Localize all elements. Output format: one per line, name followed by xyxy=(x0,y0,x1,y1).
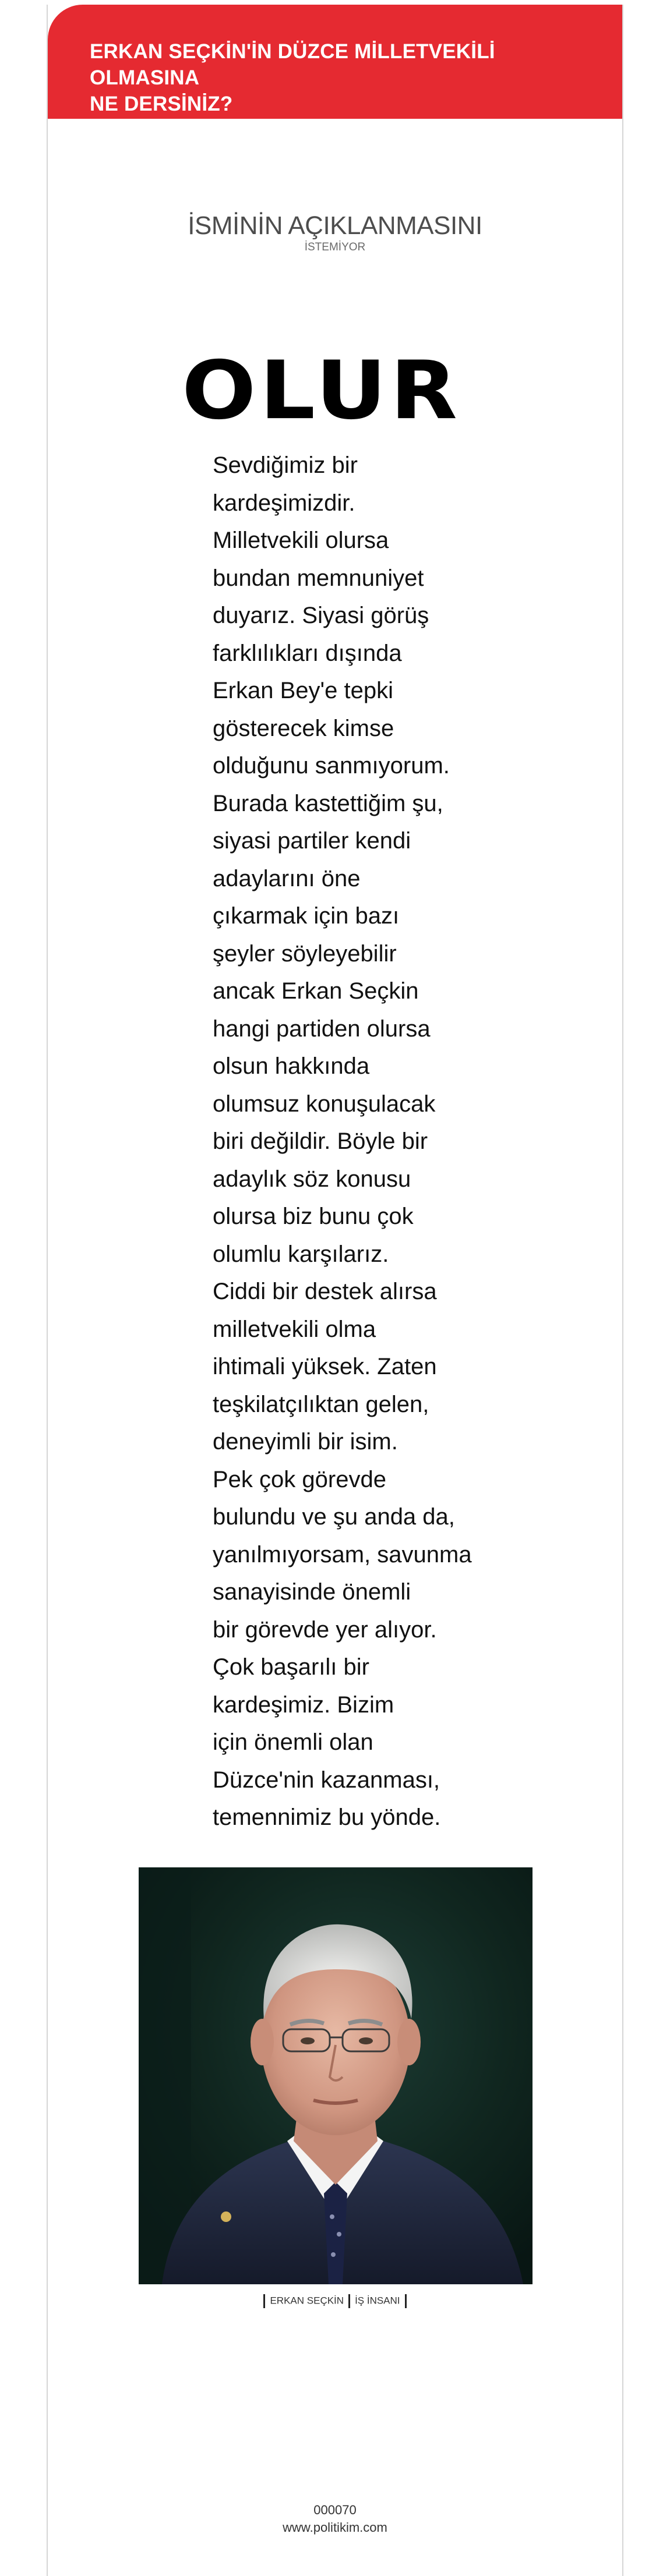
body-line: bundan memnuniyet xyxy=(213,565,424,591)
article-card xyxy=(47,5,623,2576)
answer-headline: OLUR xyxy=(182,344,461,438)
body-line: adaylarını öne xyxy=(213,865,361,891)
question-title-line-1: ERKAN SEÇKİN'İN DÜZCE MİLLETVEKİLİ OLMASINA xyxy=(90,40,495,89)
body-line: siyasi partiler kendi xyxy=(213,828,411,854)
body-line: Ciddi bir destek alırsa xyxy=(213,1279,437,1304)
photo-caption xyxy=(48,2292,622,2310)
caption-title: İŞ İNSANI xyxy=(355,2295,400,2306)
body-line: olumsuz konuşulacak xyxy=(213,1091,436,1117)
body-line: olsun hakkında xyxy=(213,1053,370,1079)
question-title-line-2: NE DERSİNİZ? xyxy=(90,93,233,115)
caption-divider xyxy=(348,2294,350,2308)
body-line: temennimiz bu yönde. xyxy=(213,1804,441,1830)
body-line: Burada kastettiğim şu, xyxy=(213,790,443,816)
body-line: teşkilatçılıktan gelen, xyxy=(213,1391,429,1417)
respondent-subtitle: İSTEMİYOR xyxy=(304,241,366,253)
page-footer xyxy=(48,2501,622,2536)
body-line: hangi partiden olursa xyxy=(213,1015,431,1042)
body-line: sanayisinde önemli xyxy=(213,1579,411,1605)
caption-divider xyxy=(405,2294,407,2308)
body-line: çıkarmak için bazı xyxy=(213,903,400,929)
body-line: bir görevde yer alıyor. xyxy=(213,1616,437,1643)
body-line: Düzce'nin kazanması, xyxy=(213,1767,440,1793)
body-line: olumlu karşılarız. xyxy=(213,1241,389,1267)
portrait-illustration xyxy=(139,1867,533,2284)
page-number: 000070 xyxy=(313,2503,357,2517)
body-line: bulundu ve şu anda da, xyxy=(213,1504,455,1530)
website-link[interactable]: www.politikim.com xyxy=(283,2520,387,2535)
body-line: adaylık söz konusu xyxy=(213,1166,411,1192)
body-line: biri değildir. Böyle bir xyxy=(213,1128,428,1154)
caption-name: ERKAN SEÇKİN xyxy=(270,2295,344,2306)
body-line: ancak Erkan Seçkin xyxy=(213,978,419,1004)
body-line: ihtimali yüksek. Zaten xyxy=(213,1354,437,1379)
body-line: deneyimli bir isim. xyxy=(213,1429,398,1455)
body-line: için önemli olan xyxy=(213,1729,373,1755)
body-line: şeyler söyleyebilir xyxy=(213,940,397,967)
body-line: milletvekili olma xyxy=(213,1316,376,1342)
body-line: gösterecek kimse xyxy=(213,715,394,741)
body-line: Pek çok görevde xyxy=(213,1466,386,1492)
body-line: yanılmıyorsam, savunma xyxy=(213,1541,472,1567)
body-line: Sevdiğimiz bir xyxy=(213,452,358,478)
body-line: kardeşimizdir. xyxy=(213,490,355,516)
body-line: Milletvekili olursa xyxy=(213,528,389,553)
respondent-block xyxy=(48,211,622,254)
question-header xyxy=(48,5,622,119)
portrait-photo xyxy=(139,1867,533,2284)
body-line: duyarız. Siyasi görüş xyxy=(213,603,429,628)
body-line: olduğunu sanmıyorum. xyxy=(213,753,450,779)
body-line: Erkan Bey'e tepki xyxy=(213,678,394,703)
respondent-name: İSMİNİN AÇIKLANMASINI xyxy=(188,211,482,240)
caption-divider xyxy=(263,2294,265,2308)
body-line: kardeşimiz. Bizim xyxy=(213,1692,394,1718)
answer-body xyxy=(213,447,539,1837)
question-title xyxy=(90,38,599,117)
body-line: olursa biz bunu çok xyxy=(213,1204,414,1229)
body-line: farklılıkları dışında xyxy=(213,640,402,666)
body-line: Çok başarılı bir xyxy=(213,1654,369,1680)
